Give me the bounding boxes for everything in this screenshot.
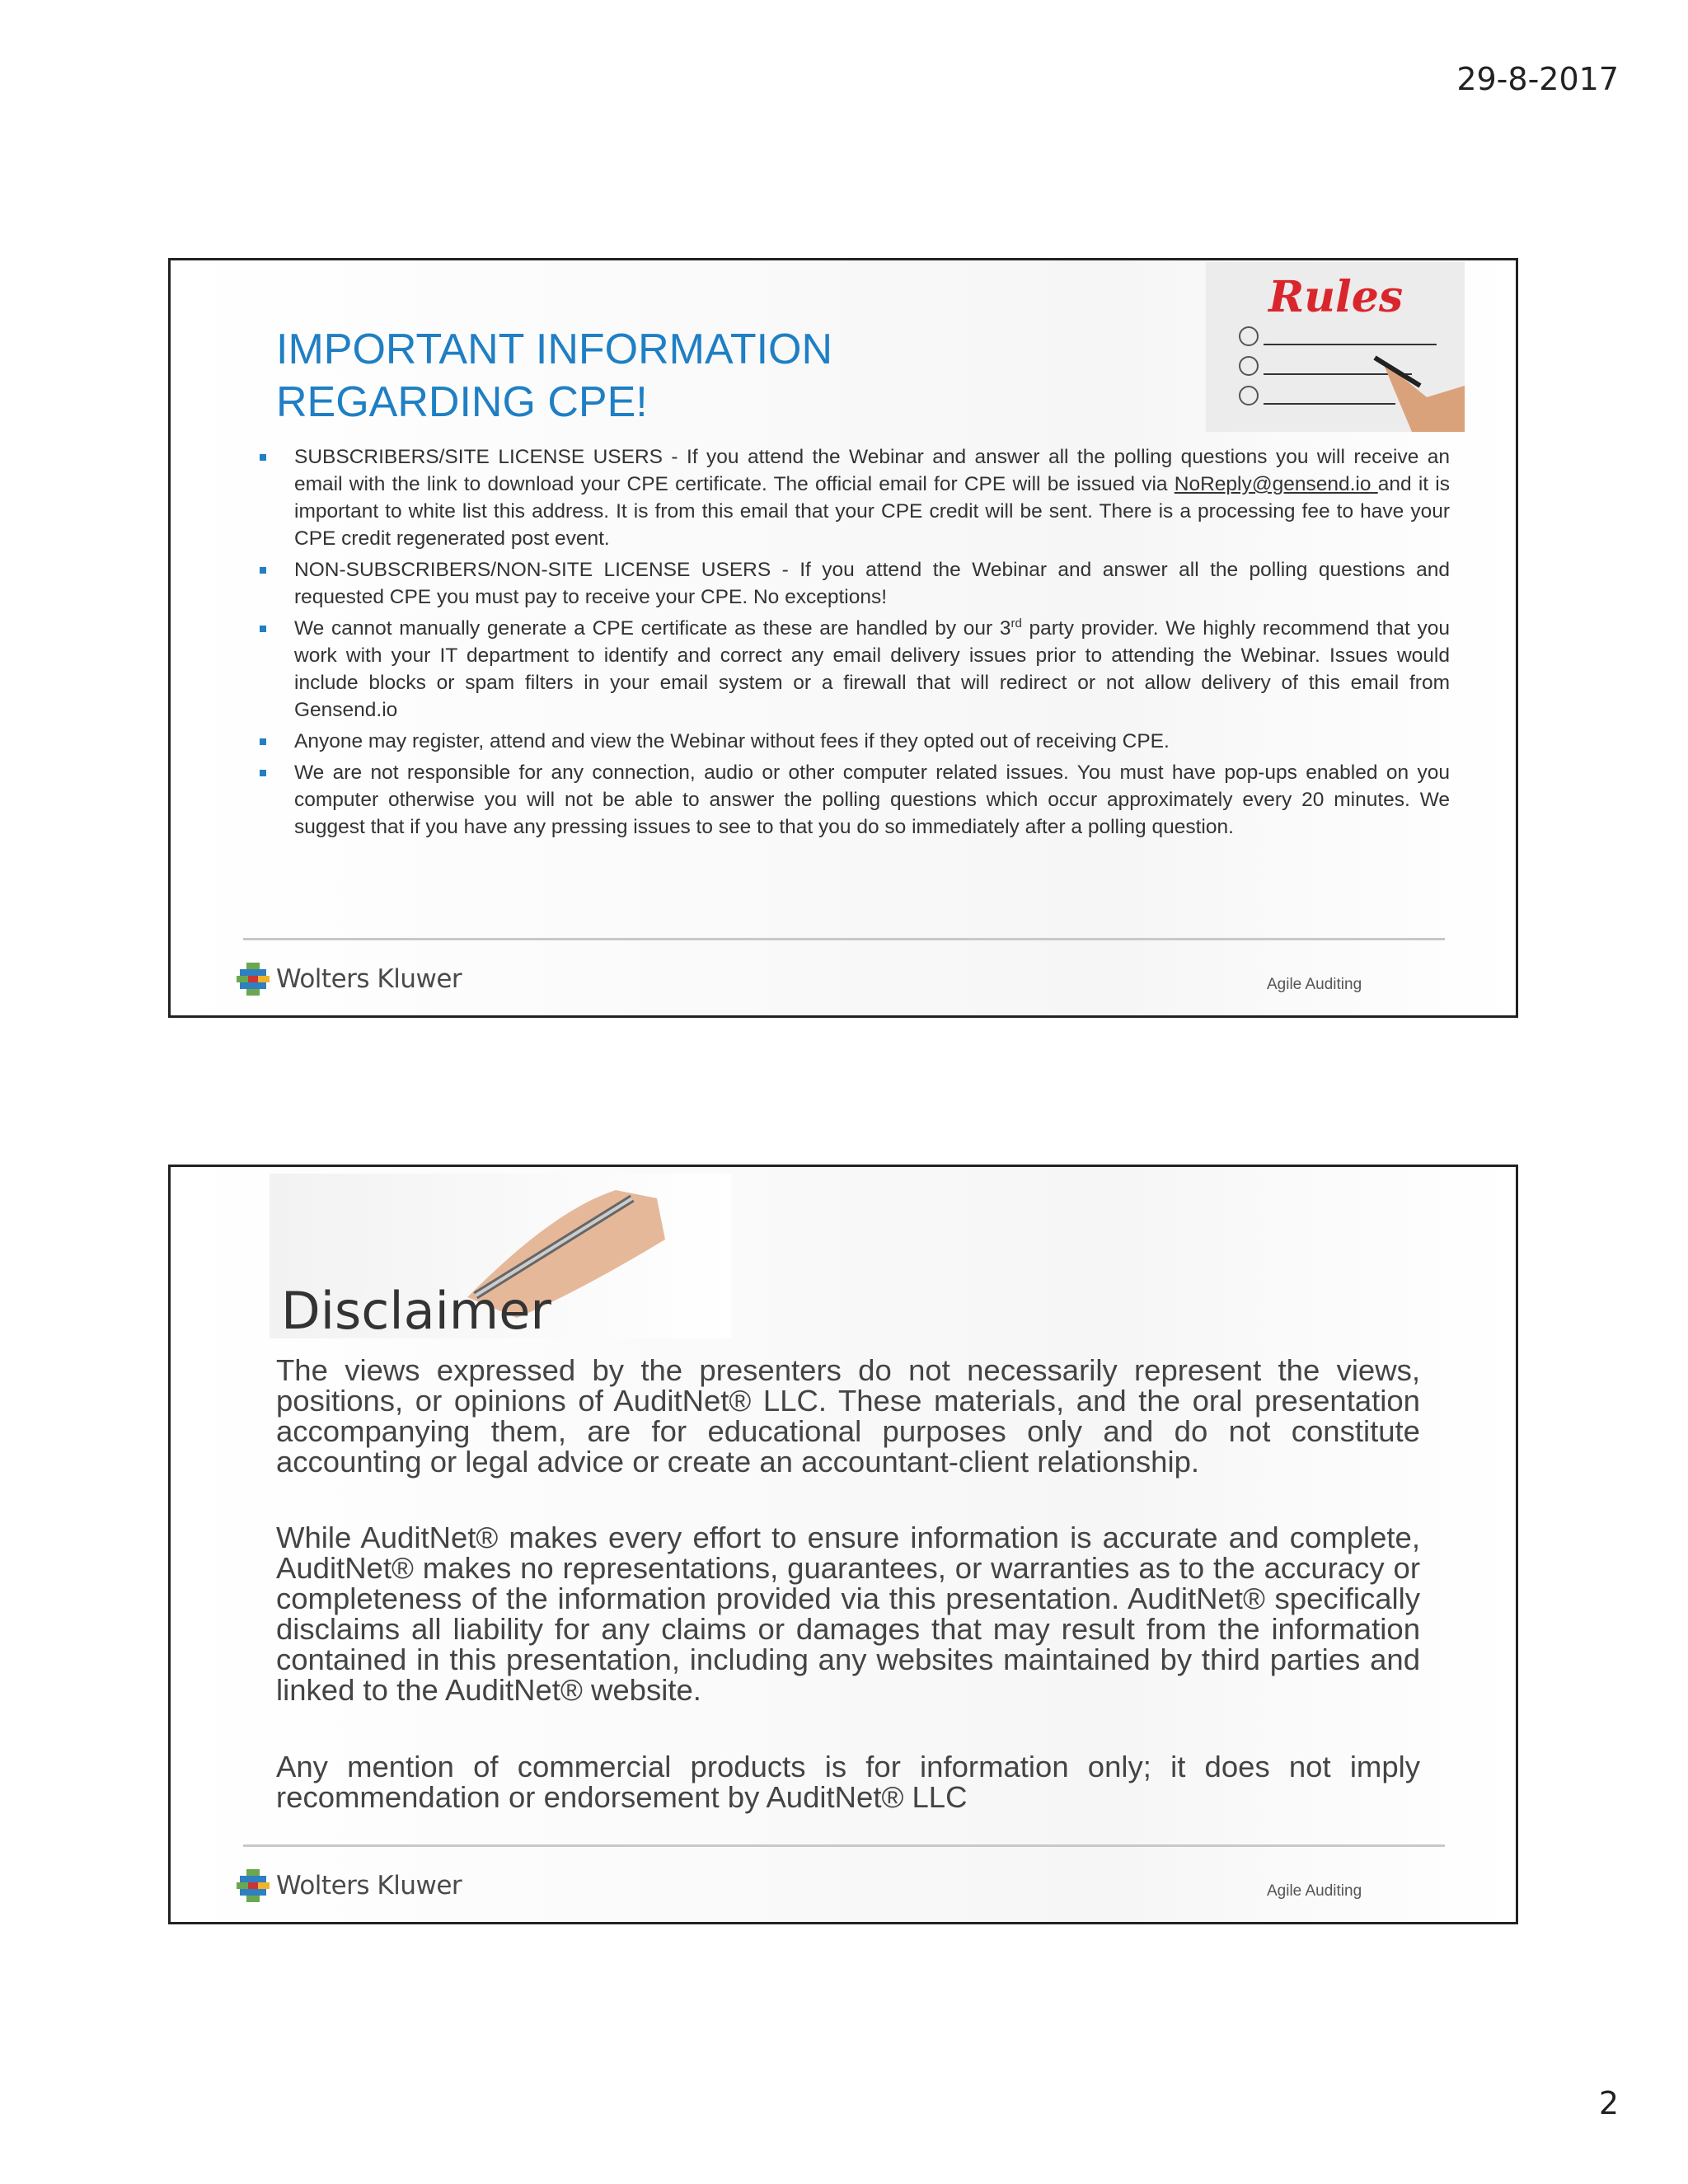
rules-image	[1206, 262, 1465, 432]
square-bullet-icon	[260, 770, 266, 776]
list-item-text: Anyone may register, attend and view the Webinar without fees if they opted out of receiving CPE.	[294, 730, 1170, 752]
list-item	[253, 443, 1450, 552]
email-link[interactable]: NoReply@gensend.io	[1174, 473, 1378, 495]
list-item-text: We cannot manually generate a CPE certificate as these are handled by our 3	[294, 617, 1011, 640]
disclaimer-paragraph: While AuditNet® makes every effort to ensure information is accurate and complete, AuditNet® makes no representations, guarantees, or warranties as to the accuracy or completeness of the information provided via this presentation. AuditNet® specifically disclaims all liability for any claims or damages that may result from the information contained in this presentation, including any websites maintained by third parties and linked to the AuditNet® website.	[276, 1521, 1420, 1707]
slide-title-line-2: REGARDING CPE!	[276, 378, 648, 426]
footer-label: Agile Auditing	[1267, 976, 1362, 993]
list-item-text: party provider. We highly recommend that you work with your IT department to identify and correct any email delivery issues prior to attending the Webinar. Issues would include blocks or spam filters in your email system or a firewall that will redirect or not allow delivery of this email from Gensend.io	[294, 617, 1450, 721]
page-number: 2	[1598, 2085, 1619, 2121]
slide-cpe-information	[168, 258, 1518, 1018]
list-item-text: We are not responsible for any connection, audio or other computer related issues. You must have pop-ups enabled on you computer otherwise you will not be able to answer the polling questions which occur approximately every 20 minutes. We suggest that if you have any pressing issues to see to that you do so immediately after a polling question.	[294, 762, 1450, 838]
square-bullet-icon	[260, 626, 266, 632]
square-bullet-icon	[260, 567, 266, 574]
slide-title-line-1: IMPORTANT INFORMATION	[276, 326, 833, 373]
disclaimer-paragraph: Any mention of commercial products is for information only; it does not imply recommendation or endorsement by AuditNet® LLC	[276, 1750, 1420, 1814]
list-item	[253, 759, 1450, 841]
disclaimer-image-text: Disclaimer	[281, 1281, 551, 1338]
list-item	[253, 615, 1450, 724]
square-bullet-icon	[260, 738, 266, 745]
slide-title	[276, 323, 1018, 429]
list-item-text: and it is important to white list this address. It is from this email that your CPE credit will be sent. There is a processing fee to have your CPE credit regenerated post event.	[294, 473, 1450, 550]
list-item	[253, 728, 1450, 755]
ordinal-superscript: rd	[1010, 616, 1022, 630]
cpe-bullet-list	[253, 443, 1450, 845]
logo-text: Wolters Kluwer	[276, 964, 462, 994]
wolters-kluwer-logo	[237, 1868, 462, 1904]
disclaimer-image	[270, 1174, 731, 1338]
slide-disclaimer	[168, 1165, 1518, 1924]
list-item	[253, 556, 1450, 611]
footer-divider	[243, 938, 1445, 940]
logo-text: Wolters Kluwer	[276, 1871, 462, 1900]
rules-image-text: Rules	[1268, 272, 1404, 322]
wolters-kluwer-logo	[237, 961, 462, 997]
wolters-kluwer-logo-icon	[237, 1869, 270, 1902]
wolters-kluwer-logo-icon	[237, 963, 270, 996]
footer-divider	[243, 1844, 1445, 1847]
disclaimer-paragraph: The views expressed by the presenters do not necessarily represent the views, positions, or opinions of AuditNet® LLC. These materials, and the oral presentation accompanying them, are for educational purposes only and do not constitute accounting or legal advice or create an accountant-client relationship.	[276, 1353, 1420, 1479]
page-date: 29-8-2017	[1456, 61, 1619, 97]
list-item-text: NON-SUBSCRIBERS/NON-SITE LICENSE USERS - If you attend the Webinar and answer all the polling questions and requested CPE you must pay to receive your CPE. No exceptions!	[294, 559, 1450, 608]
square-bullet-icon	[260, 454, 266, 461]
list-item-text: SUBSCRIBERS/SITE LICENSE USERS - If you attend the Webinar and answer all the polling questions you will receive an email with the link to download your CPE certificate. The official email for CPE will be issued via	[294, 446, 1450, 495]
footer-label: Agile Auditing	[1267, 1882, 1362, 1900]
